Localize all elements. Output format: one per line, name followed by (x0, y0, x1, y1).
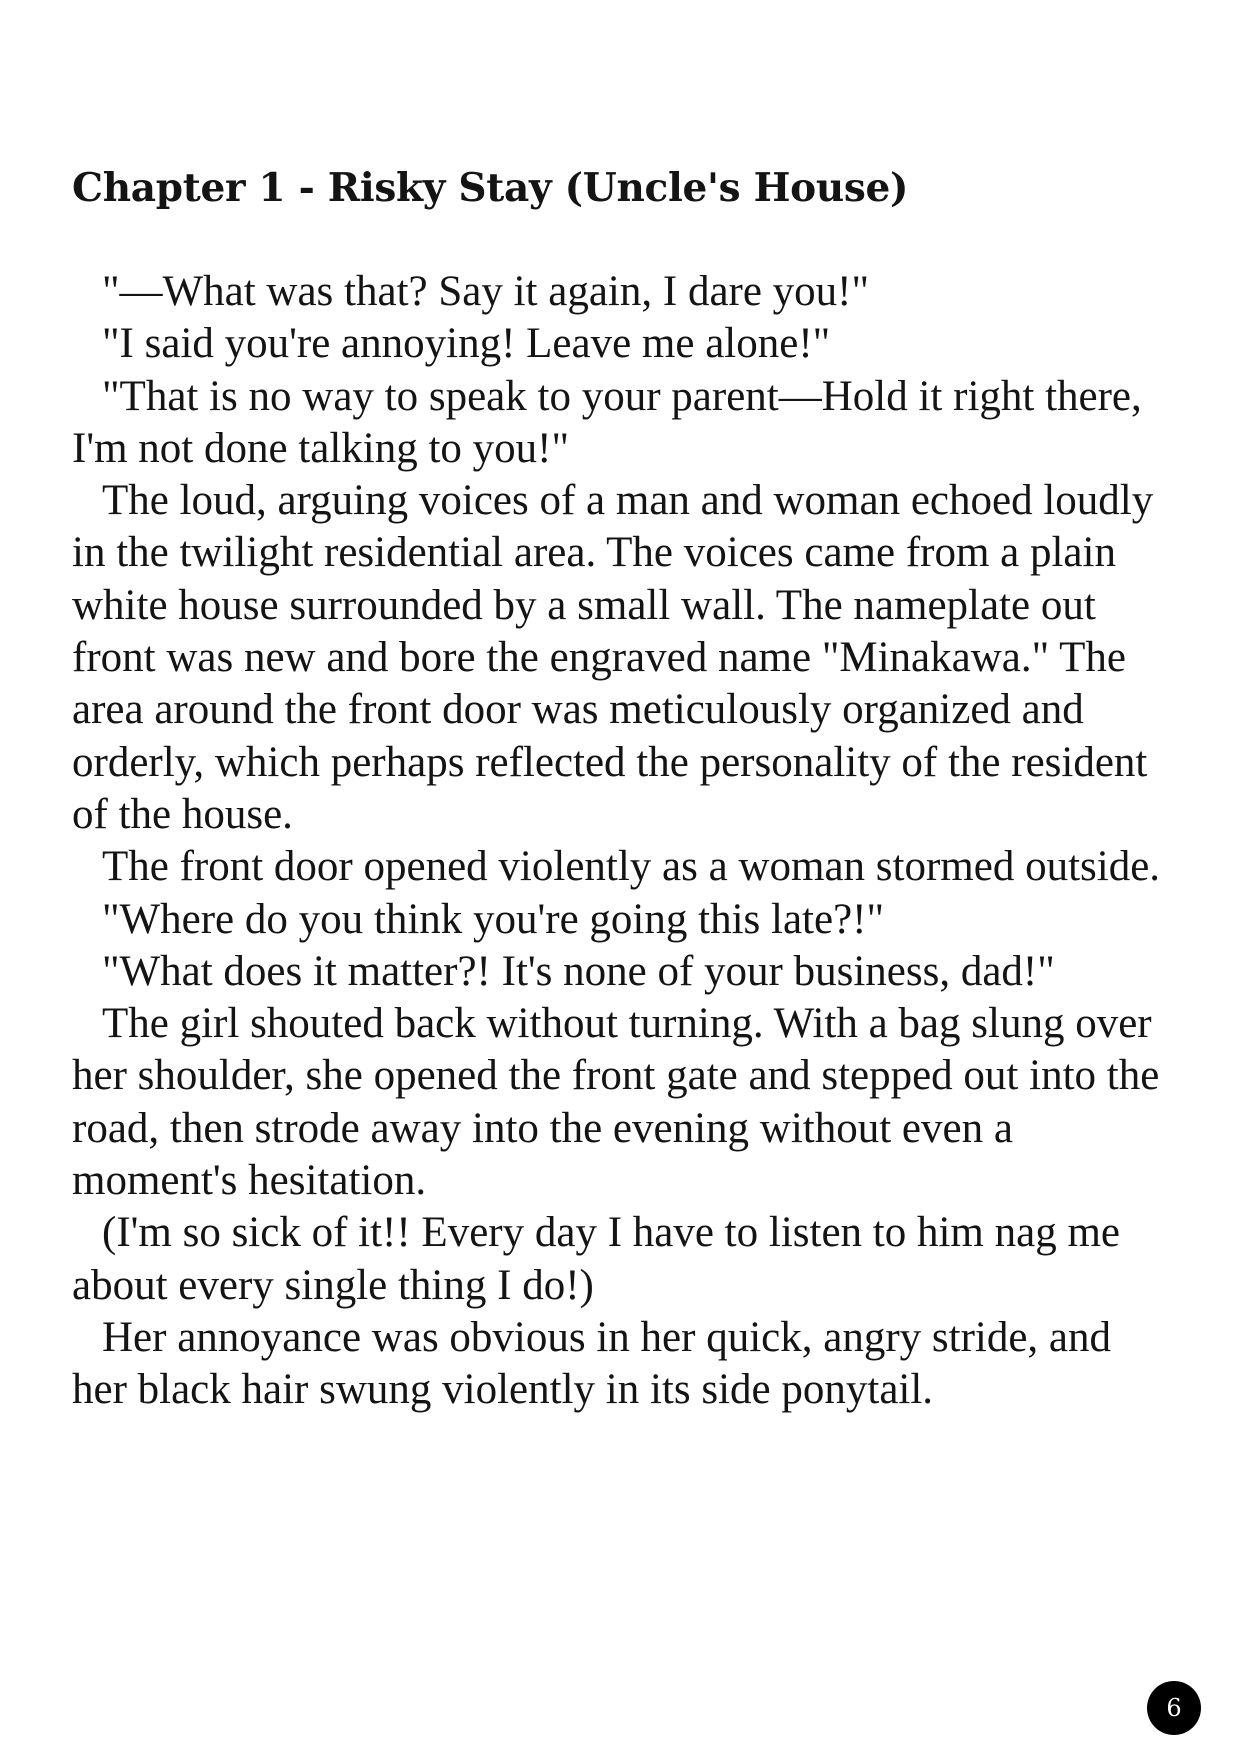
paragraph: The loud, arguing voices of a man and woman echoed loudly in the twilight residential area. The voices came from a plain white house surrounded by a small wall. The nameplate out front was new and bore the engraved name "Minakawa." The area around the front door was meticulously organized and orderly, which perhaps reflected the personality of the resident of the house. (72, 477, 1154, 838)
paragraph: "That is no way to speak to your parent—Hold it right there, I'm not done talking to you!" (72, 372, 1142, 472)
paragraph: "—What was that? Say it again, I dare you!" (102, 268, 870, 315)
body-text (72, 266, 1172, 1417)
paragraph: "What does it matter?! It's none of your business, dad!" (102, 947, 1055, 995)
paragraph: "I said you're annoying! Leave me alone!" (102, 320, 831, 368)
paragraph: Her annoyance was obvious in her quick, angry stride, and her black hair swung violently in its side ponytail. (72, 1313, 1112, 1414)
page-number: 6 (1147, 1681, 1201, 1735)
paragraph: The girl shouted back without turning. With a bag slung over her shoulder, she opened the front gate and stepped out into the road, then strode away into the evening without even a moment's hesitation. (72, 1000, 1160, 1205)
page-content (72, 160, 1172, 1417)
chapter-title: Chapter 1 - Risky Stay (Uncle's House) (72, 165, 909, 211)
paragraph: (I'm so sick of it!! Every day I have to listen to him nag me about every single thing I do!) (72, 1209, 1120, 1309)
paragraph: The front door opened violently as a woman stormed outside. (102, 843, 1161, 891)
paragraph: "Where do you think you're going this late?!" (102, 895, 885, 943)
